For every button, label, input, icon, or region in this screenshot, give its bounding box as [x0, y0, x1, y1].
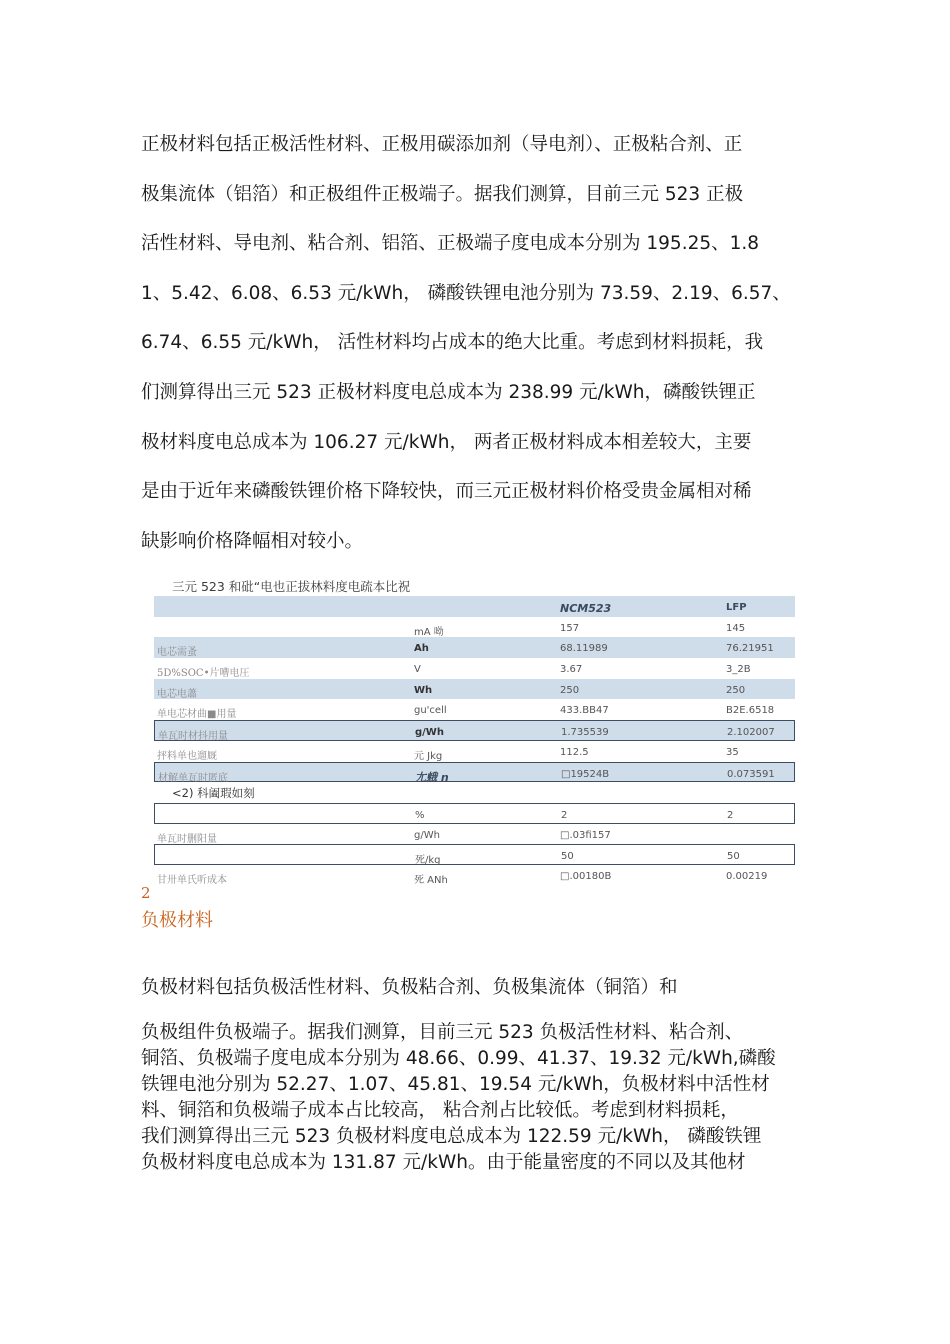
table-cell: B2E.6518 — [726, 705, 775, 717]
table-cell: % — [415, 809, 425, 821]
table-cell: 3.67 — [560, 664, 583, 676]
table-cell: g/Wh — [415, 727, 444, 739]
table-row — [154, 617, 795, 638]
header-lfp: LFP — [726, 602, 747, 613]
section-number: 2 — [141, 884, 151, 902]
table-cell: 2.102007 — [727, 727, 775, 739]
paragraph-line: 们测算得出三元 523 正极材料度电总成本为 238.99 元/kWh，磷酸铁锂正 — [141, 381, 756, 403]
table-cell: 3_2B — [726, 664, 751, 676]
table-header-row — [154, 596, 795, 617]
paragraph-line: 活性材料、导电剂、粘合剂、铝箔、正极端子度电成本分别为 195.25、1.8 — [141, 233, 760, 255]
paragraph-line: 铁锂电池分别为 52.27、1.07、45.81、19.54 元/kWh，负极材料中活性材 — [141, 1074, 770, 1095]
anode-paragraph — [141, 1020, 809, 1176]
header-ncm523: NCM523 — [560, 602, 612, 615]
table-cell: 68.11989 — [560, 643, 608, 655]
table-cell: <2) 科阖瑕如刻 — [172, 786, 255, 801]
table-row — [154, 824, 795, 845]
table-cell: 元 Jkg — [414, 750, 443, 762]
paragraph-line: 料、铜箔和负极端子成本占比较高， 粘合剂占比较低。考虑到材料损耗， — [141, 1100, 739, 1121]
table-cell: 5D%SOC•片嘈电圧 — [157, 668, 250, 680]
table-cell: □.03fi157 — [560, 829, 611, 841]
table-cell: Ah — [414, 643, 429, 655]
table-cell: 死/kg — [415, 855, 441, 867]
paragraph-line: 我们测算得出三元 523 负极材料度电总成本为 122.59 元/kWh， 磷酸铁锂 — [141, 1126, 762, 1147]
table-cell: mA 呦 — [414, 626, 444, 638]
table-cell: 50 — [561, 851, 574, 863]
paragraph-line: 负极组件负极端子。据我们测算，目前三元 523 负极活性材料、粘合剂、 — [141, 1022, 744, 1043]
table-row — [154, 782, 795, 803]
table-cell: 0.073591 — [727, 768, 775, 780]
table-cell: gu'cell — [414, 705, 447, 717]
cathode-paragraph — [141, 120, 809, 566]
table-cell: 35 — [726, 746, 739, 758]
cost-comparison-table — [154, 596, 795, 886]
table-cell: 112.5 — [560, 746, 589, 758]
paragraph-line: 6.74、6.55 元/kWh， 活性材料均占成本的绝大比重。考虑到材料损耗，我 — [141, 332, 764, 354]
table-cell: 单瓦时材抖用量 — [158, 731, 228, 743]
table-cell: V — [414, 664, 421, 676]
table-cell: □19524B — [561, 768, 610, 780]
table-row — [154, 762, 795, 783]
table-cell: 250 — [560, 684, 580, 696]
table-cell: 157 — [560, 622, 580, 634]
table-row — [154, 741, 795, 762]
table-cell: 单电芯材曲■用量 — [157, 709, 237, 721]
table-cell: 0.00219 — [726, 870, 768, 882]
section-title: 负极材料 — [141, 910, 213, 931]
paragraph-line: 缺影响价格降幅相对较小。 — [141, 530, 364, 552]
paragraph-line: 正极材料包括正极活性材料、正极用碳添加剂（导电剂）、正极粘合剂、正 — [141, 134, 743, 155]
table-cell: 甘卅单氏听成本 — [157, 874, 227, 886]
table-row — [154, 679, 795, 700]
table-cell: 2 — [561, 809, 568, 821]
table-cell: g/Wh — [414, 829, 440, 841]
paragraph-line: 极集流体（铝箔）和正极组件正极端子。据我们测算，目前三元 523 正极 — [141, 183, 744, 205]
anode-intro-paragraph: 负极材料包括负极活性材料、负极粘合剂、负极集流体（铜箔）和 — [141, 977, 678, 998]
paragraph-line: 极材料度电总成本为 106.27 元/kWh， 两者正极材料成本相差较大，主要 — [141, 431, 752, 453]
table-cell: 材解单瓦时匿底 — [158, 772, 228, 784]
paragraph-line: 是由于近年来磷酸铁锂价格下降较快，而三元正极材料价格受贵金属相对稀 — [141, 481, 752, 503]
table-row — [154, 865, 795, 886]
table-cell: Wh — [414, 684, 433, 696]
table-cell: 电芯电蕭 — [157, 688, 197, 700]
table-cell: 2 — [727, 809, 734, 821]
table-cell: 单瓦时删阳量 — [157, 833, 217, 845]
table-cell: 抨料单也遛厩 — [157, 750, 217, 762]
table-row — [154, 803, 795, 824]
table-row — [154, 844, 795, 865]
table-cell: 电芯需蚤 — [157, 647, 197, 659]
table-cell: 433.BB47 — [560, 705, 609, 717]
table-row — [154, 699, 795, 720]
paragraph-line: 负极材料度电总成本为 131.87 元/kWh。由于能量密度的不同以及其他材 — [141, 1152, 746, 1173]
table-cell: 250 — [726, 684, 746, 696]
table-cell: 145 — [726, 622, 746, 634]
table-row — [154, 658, 795, 679]
table-cell: 1.735539 — [561, 727, 609, 739]
paragraph-line: 铜箔、负极端子度电成本分别为 48.66、0.99、41.37、19.32 元/kWh,磷酸 — [141, 1048, 776, 1069]
table-title: 三元 523 和砒“电也正拔林料度电疏本比祝 — [172, 579, 411, 594]
table-cell: 50 — [727, 851, 740, 863]
table-cell: 死 ANh — [414, 874, 448, 886]
table-row — [154, 637, 795, 658]
paragraph-line: 1、5.42、6.08、6.53 元/kWh， 磷酸铁锂电池分别为 73.59、2.19、6.57、 — [141, 282, 791, 304]
table-cell: 76.21951 — [726, 643, 774, 655]
table-cell: 尢蛾 n — [415, 770, 449, 784]
table-cell: □.00180B — [560, 870, 612, 882]
table-row — [154, 720, 795, 741]
